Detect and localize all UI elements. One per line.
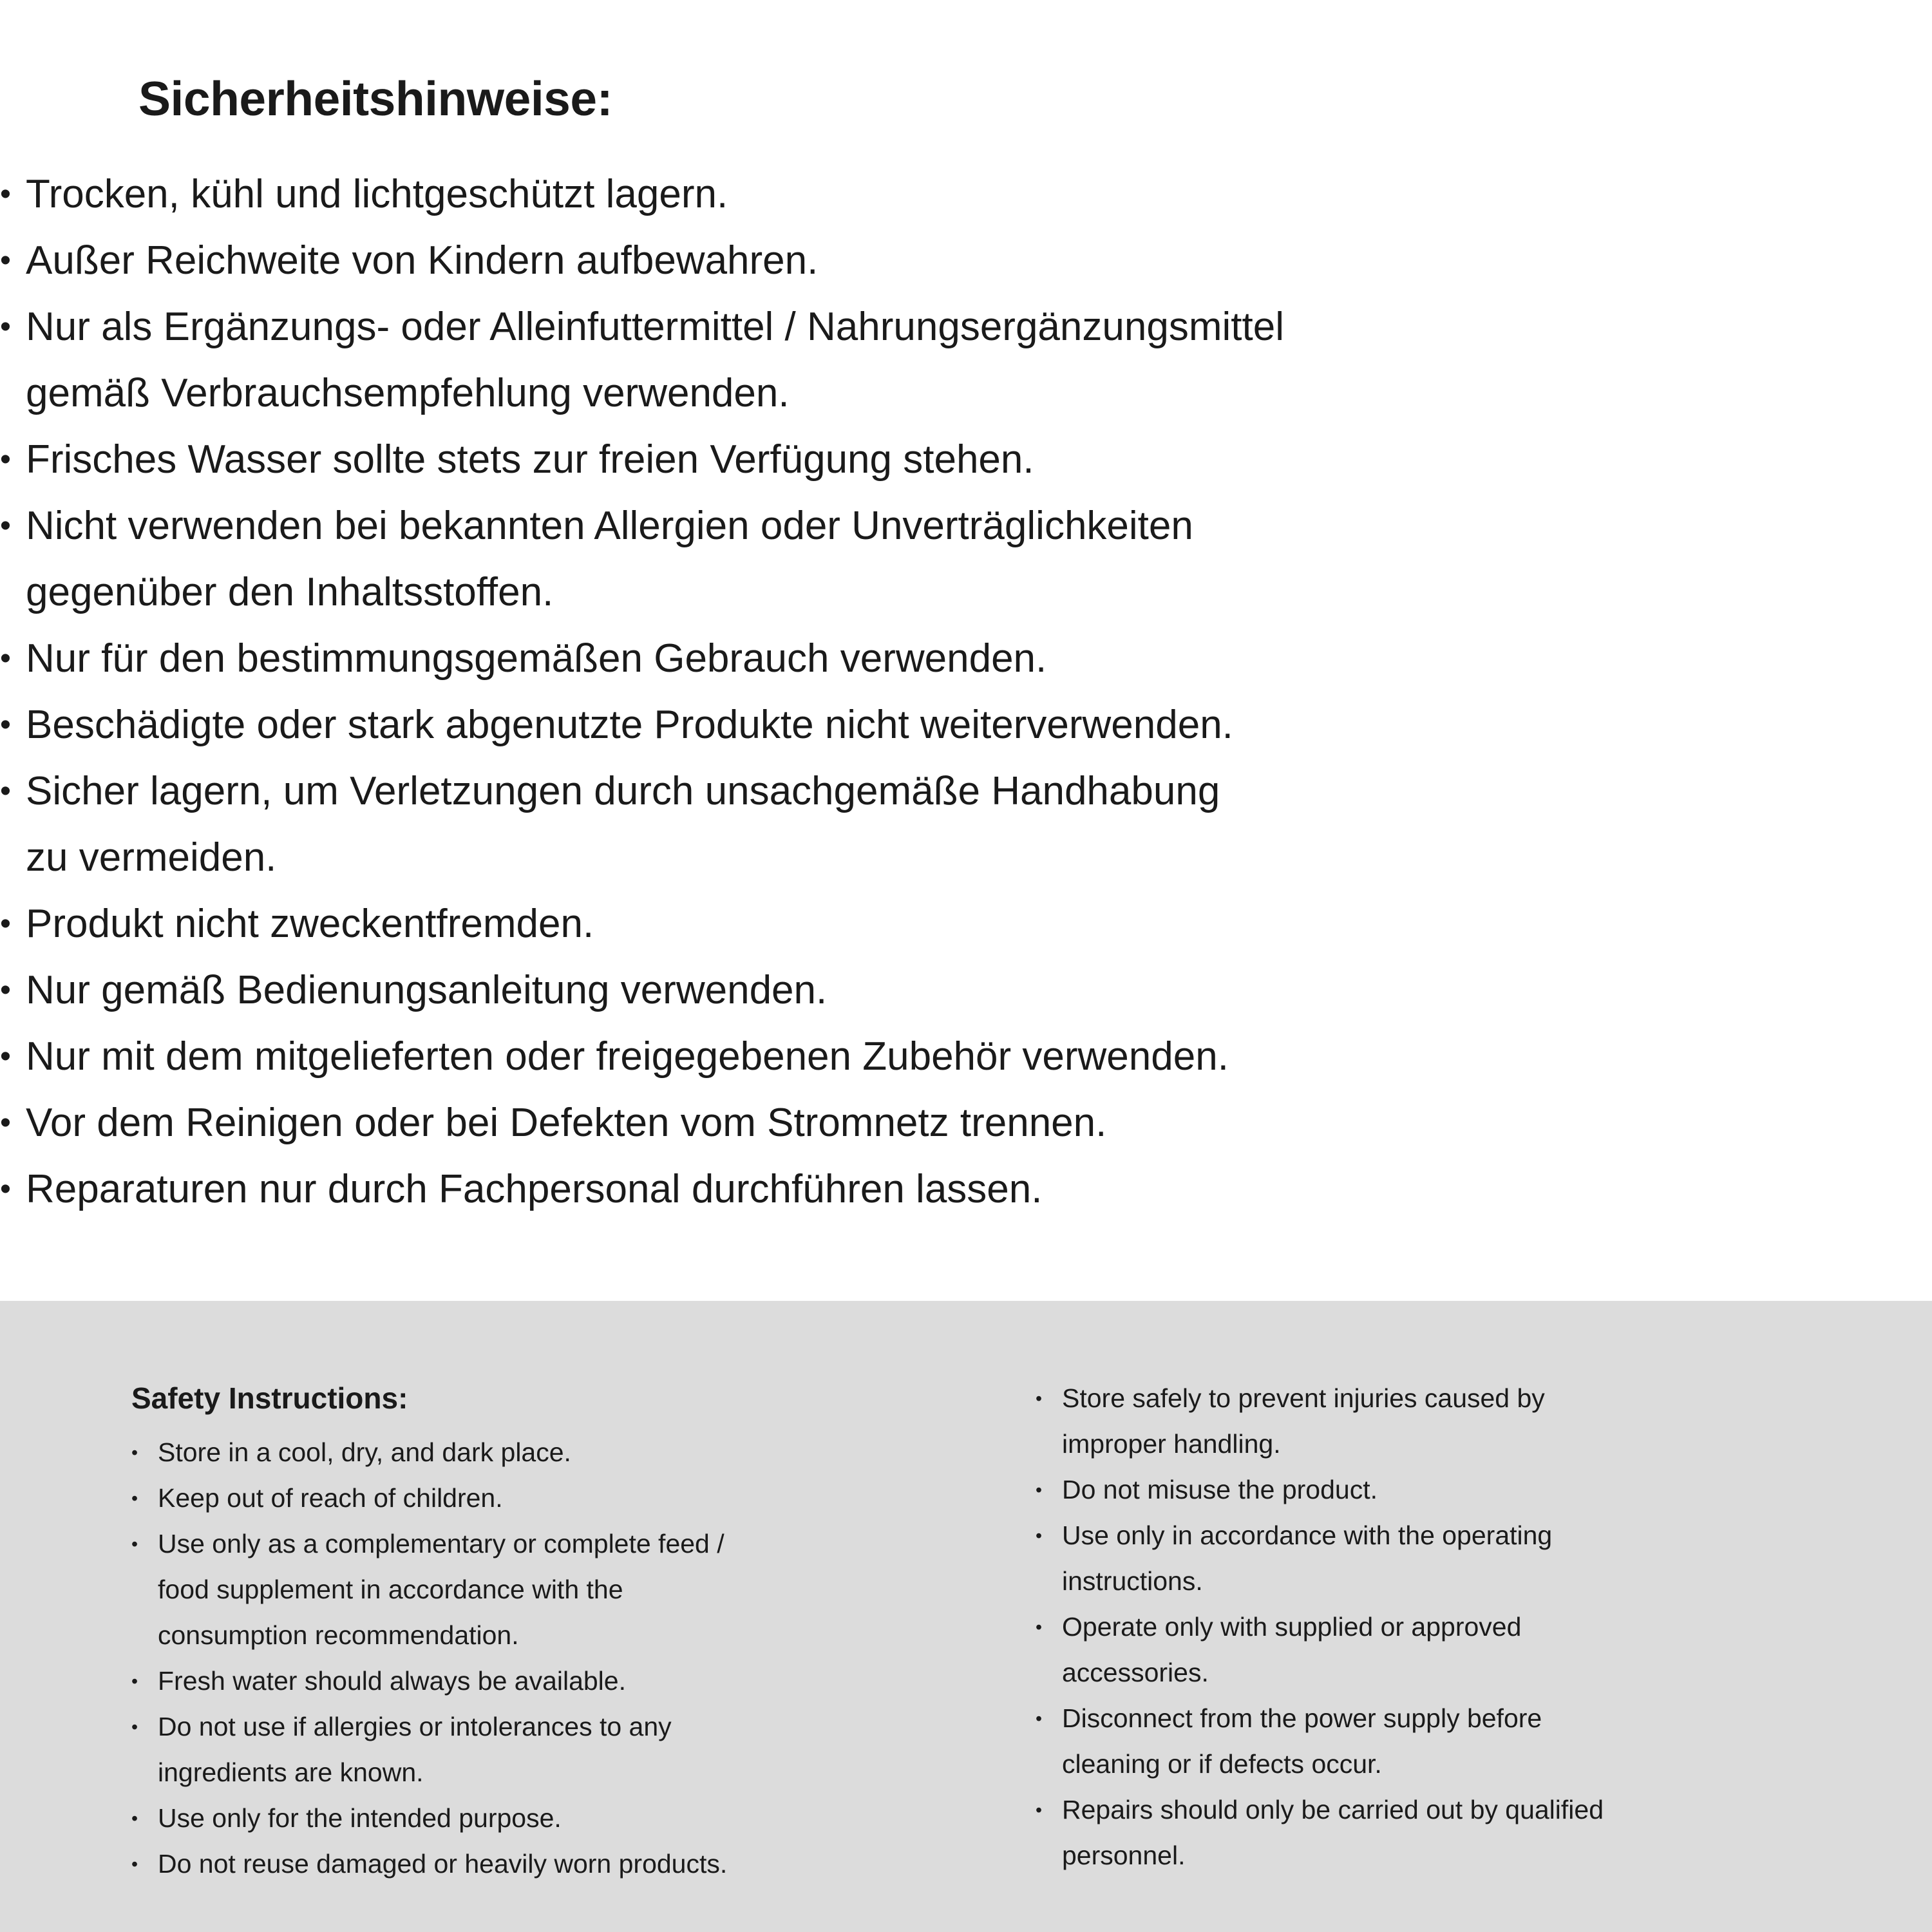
- bullet-line: ingredients are known.: [158, 1757, 424, 1787]
- bullet-line: • Reparaturen nur durch Fachpersonal durchführen lassen.: [26, 1167, 1043, 1211]
- bullet-line: • Nur mit dem mitgelieferten oder freigegebenen Zubehör verwenden.: [26, 1034, 1229, 1079]
- bullet-line: • Store in a cool, dry, and dark place.: [158, 1437, 571, 1467]
- list-item: [131, 1795, 1007, 1841]
- list-item: [131, 1658, 1007, 1704]
- bullet-line: • Nur für den bestimmungsgemäßen Gebrauch verwenden.: [26, 636, 1047, 681]
- list-item: [131, 1430, 1007, 1475]
- bullet-line: • Produkt nicht zweckentfremden.: [26, 902, 594, 946]
- list-item: [1036, 1376, 1899, 1467]
- german-heading: Sicherheitshinweise:: [138, 71, 613, 126]
- list-item: [1036, 1696, 1899, 1787]
- list-item: [0, 227, 1649, 294]
- list-item: [1036, 1513, 1899, 1604]
- list-item: [1036, 1467, 1899, 1513]
- list-item: [0, 294, 1649, 426]
- bullet-line: gemäß Verbrauchsempfehlung verwenden.: [26, 371, 790, 415]
- english-right-column: [1036, 1376, 1899, 1879]
- bullet-line: • Do not use if allergies or intolerances to any: [158, 1712, 672, 1741]
- bullet-line: instructions.: [1062, 1566, 1203, 1596]
- english-heading: Safety Instructions:: [131, 1381, 408, 1415]
- english-left-column: [131, 1379, 1007, 1887]
- bullet-line: • Keep out of reach of children.: [158, 1483, 503, 1513]
- list-item: [131, 1521, 1007, 1658]
- list-item: [0, 625, 1649, 692]
- list-item: [131, 1475, 1007, 1521]
- bullet-line: cleaning or if defects occur.: [1062, 1749, 1382, 1779]
- bullet-line: consumption recommendation.: [158, 1620, 519, 1650]
- bullet-line: • Store safely to prevent injuries caused by: [1062, 1383, 1545, 1413]
- bullet-line: • Sicher lagern, um Verletzungen durch unsachgemäße Handhabung: [26, 769, 1220, 813]
- bullet-line: gegenüber den Inhaltsstoffen.: [26, 570, 554, 614]
- list-item: [0, 758, 1649, 891]
- bullet-line: • Disconnect from the power supply before: [1062, 1703, 1542, 1733]
- bullet-line: food supplement in accordance with the: [158, 1575, 623, 1604]
- bullet-line: • Use only for the intended purpose.: [158, 1803, 562, 1833]
- bullet-line: • Trocken, kühl und lichtgeschützt lagern.: [26, 172, 728, 216]
- bullet-line: • Do not misuse the product.: [1062, 1475, 1378, 1504]
- list-item: [131, 1704, 1007, 1795]
- bullet-line: • Use only in accordance with the operating: [1062, 1520, 1553, 1550]
- bullet-line: • Use only as a complementary or complete feed /: [158, 1529, 724, 1558]
- bullet-line: personnel.: [1062, 1841, 1186, 1870]
- bullet-line: • Außer Reichweite von Kindern aufbewahren.: [26, 238, 819, 283]
- list-item: [0, 493, 1649, 625]
- english-left-bullet-list: [131, 1430, 1007, 1887]
- list-item: [0, 1090, 1649, 1156]
- list-item: [1036, 1787, 1899, 1879]
- bullet-line: • Nicht verwenden bei bekannten Allergien oder Unverträglichkeiten: [26, 504, 1193, 548]
- list-item: [0, 426, 1649, 493]
- bullet-line: accessories.: [1062, 1658, 1209, 1687]
- bullet-line: • Repairs should only be carried out by qualified: [1062, 1795, 1604, 1824]
- bullet-line: • Do not reuse damaged or heavily worn products.: [158, 1849, 728, 1879]
- bullet-line: • Nur als Ergänzungs- oder Alleinfuttermittel / Nahrungsergänzungsmittel: [26, 305, 1284, 349]
- bullet-line: • Fresh water should always be available.: [158, 1666, 626, 1696]
- german-bullet-list: [0, 161, 1649, 1222]
- list-item: [0, 161, 1649, 227]
- list-item: [0, 1023, 1649, 1090]
- list-item: [131, 1841, 1007, 1887]
- bullet-line: • Frisches Wasser sollte stets zur freien Verfügung stehen.: [26, 437, 1034, 482]
- list-item: [0, 957, 1649, 1023]
- bullet-line: improper handling.: [1062, 1429, 1281, 1459]
- list-item: [0, 692, 1649, 758]
- bullet-line: • Beschädigte oder stark abgenutzte Produkte nicht weiterverwenden.: [26, 703, 1233, 747]
- list-item: [0, 1156, 1649, 1222]
- list-item: [1036, 1604, 1899, 1696]
- bullet-line: • Nur gemäß Bedienungsanleitung verwenden.: [26, 968, 828, 1012]
- bullet-line: • Vor dem Reinigen oder bei Defekten vom Stromnetz trennen.: [26, 1101, 1107, 1145]
- bullet-line: • Operate only with supplied or approved: [1062, 1612, 1522, 1642]
- bullet-line: zu vermeiden.: [26, 835, 277, 880]
- list-item: [0, 891, 1649, 957]
- english-section: [0, 1301, 1932, 1932]
- english-right-bullet-list: [1036, 1376, 1899, 1879]
